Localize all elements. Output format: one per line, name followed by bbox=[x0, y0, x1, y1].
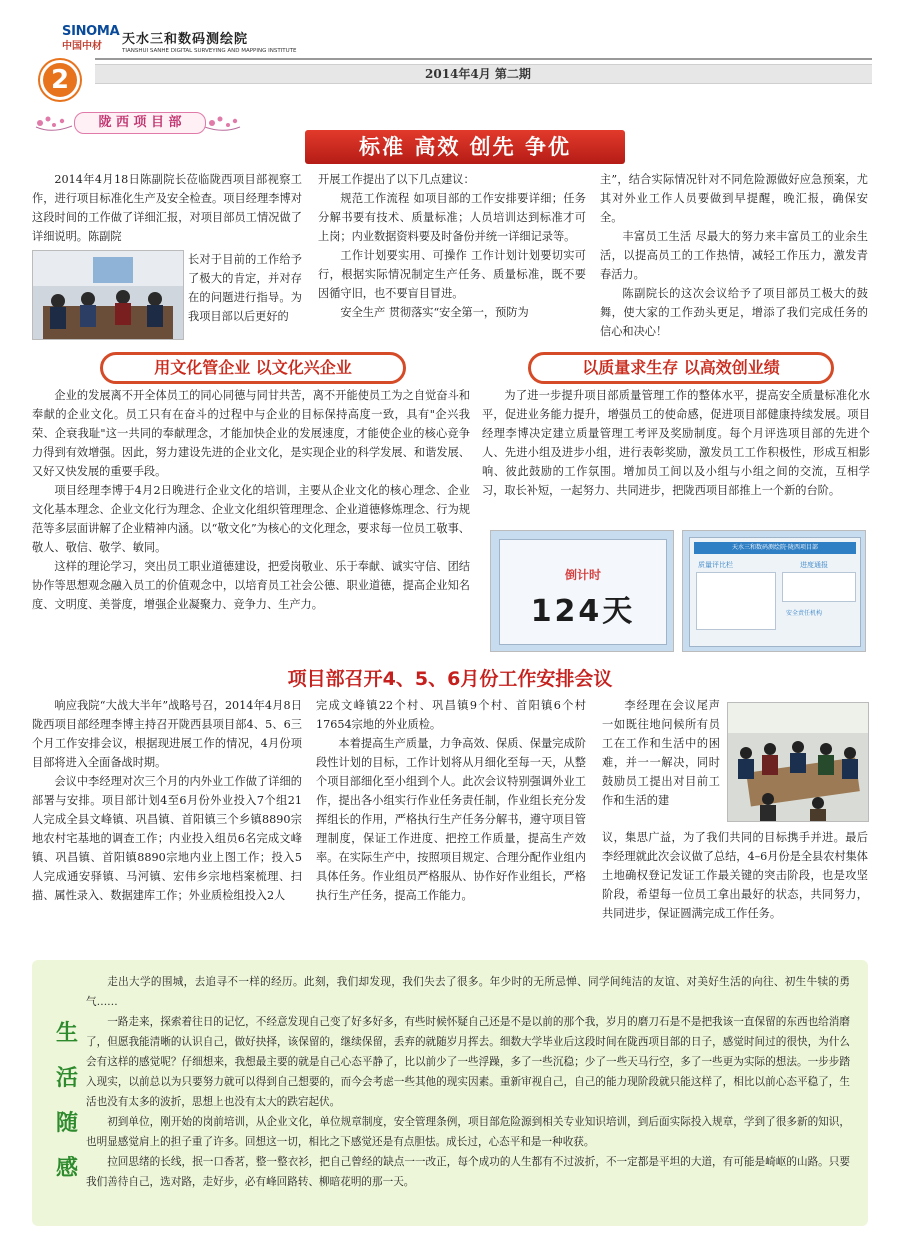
article1-col2-p4: 安全生产 贯彻落实“安全第一，预防为 bbox=[340, 306, 529, 319]
article4-col3-b: 议，集思广益，为了我们共同的目标携手并进。最后李经理就此次会议做了总结，4–6月份是全县农村集体土地确权登记发证工作最关键的突击阶段，也是攻坚阶段，希望每一位员工拿出最好的状态，共同努力，共同进步，保证圆满完成工作任务。 bbox=[602, 831, 868, 920]
article4-col1-p2: 会议中李经理对次三个月的内外业工作做了详细的部署与安排。项目部计划4至6月份外业投入7个组21人完成全县文峰镇、巩昌镇、首阳镇三个乡镇8890宗地农村宅基地的调查工作；内业投入组员6名完成文峰镇、巩昌镇、首阳镇8890宗地内业上图工作；投入5人完成通安驿镇、马河镇、宏伟乡宗地档案梳理、扫描、属性录入、数据建库工作；外业质检组投入2人 bbox=[32, 775, 302, 902]
essay-side-title bbox=[56, 1016, 86, 1182]
notice-board-title: 天水三和数码测绘院·陇西项目部 bbox=[694, 542, 856, 554]
article4-col2-p1: 完成文峰镇22个村、巩昌镇9个村、首阳镇6个村17654宗地的外业质检。 bbox=[316, 699, 586, 731]
logo-cn-text: 中国中材 bbox=[62, 41, 102, 52]
article3-title bbox=[528, 352, 834, 384]
essay-side-char: 随 bbox=[56, 1111, 79, 1136]
article2-p3: 这样的理论学习，突出员工职业道德建设，把爱岗敬业、乐于奉献、诚实守信、团结协作等思想观念融入员工的价值观念中，以培育员工社会公德、职业道德，提高企业知名度、文明度、美誉度，增强企业凝聚力、竞争力、生产力。 bbox=[32, 560, 470, 611]
essay-p3: 初到单位，刚开始的岗前培训，从企业文化，单位规章制度，安全管理条例，项目部危险源到相关专业知识培训，到后面实际投入规章，学到了很多新的知识，也明显感觉肩上的担子重了许多。回想这一切，相比之下感觉还是有点胆怯。成长过，心态平和是一种收获。 bbox=[86, 1116, 850, 1148]
notice-board-sub2: 进度通报 bbox=[800, 561, 828, 569]
article1-col2-p2: 规范工作流程 如项目部的工作安排要详细；任务分解书要有技术、质量标准；人员培训达到标准才可上岗；内业数据资料要及时备份并统一详细记录等。 bbox=[318, 192, 586, 243]
issue-band bbox=[95, 64, 872, 84]
article1-col2-p1: 开展工作提出了以下几点建议： bbox=[318, 173, 475, 186]
countdown-board bbox=[499, 539, 667, 645]
article4-title: 项目部召开4、5、6月份工作安排会议 bbox=[287, 668, 613, 690]
photo-countdown-board bbox=[490, 530, 674, 652]
article2-title bbox=[100, 352, 406, 384]
logo-sinoma-text: SINOMA bbox=[62, 24, 120, 39]
article2-title-text: 用文化管企业 以文化兴企业 bbox=[154, 358, 352, 377]
essay-box bbox=[32, 960, 868, 1226]
article1-col1-para: 2014年4月18日陈副院长莅临陇西项目部视察工作，进行项目标准化生产及安全检查。项目经理李博对这段时间的工作做了详细汇报，对项目部员工情况做了详细说明。陈副院 bbox=[32, 173, 302, 243]
notice-board-sub1: 质量评比栏 bbox=[698, 561, 733, 569]
section-tag-label: 陇 西 项 目 部 bbox=[74, 112, 206, 134]
photo-inspection bbox=[32, 250, 184, 340]
article2-p1: 企业的发展离不开全体员工的同心同德与同甘共苦，离不开能使员工为之自觉奋斗和奉献的企业文化。员工只有在奋斗的过程中与企业的目标保持高度一致，具有"企兴我荣、企衰我耻"这一共同的奉献理念，才能加快企业的发展速度，才能使企业的核心竞争力得到有效增强。因此，努力建设先进的企业文化，是实现企业的科学发展、和谐发展、又好又快发展的重要手段。 bbox=[32, 389, 470, 478]
notice-board-panel-left bbox=[696, 572, 776, 630]
issue-label: 2014年4月 第二期 bbox=[425, 67, 531, 81]
article1-col2 bbox=[318, 170, 586, 322]
header-rule bbox=[95, 58, 872, 60]
article1-col3 bbox=[600, 170, 868, 341]
meeting-photo-image bbox=[728, 703, 868, 821]
org-name-en: TIANSHUI SANHE DIGITAL SURVEYING AND MAPPING INSTITUTE bbox=[122, 48, 297, 54]
article2-p2: 项目经理李博于4月2日晚进行企业文化的培训，主要从企业文化的核心理念、企业文化基本理念、企业文化行为理念、企业文化组织管理理念、企业道德修炼理念、行为规范等多层面讲解了企业精神内涵。以“敬文化”为核心的文化理念，要求每一位员工敬事、敬人、敬信、敬学、敏同。 bbox=[32, 484, 470, 554]
notice-board-panel-right bbox=[782, 572, 856, 602]
essay-side-char: 感 bbox=[56, 1156, 79, 1181]
countdown-label: 倒计时 bbox=[564, 568, 601, 582]
page-number: 2 bbox=[50, 65, 70, 95]
page-number-badge bbox=[40, 60, 80, 100]
org-name-cn: 天水三和数码测绘院 bbox=[122, 32, 249, 47]
article3-body bbox=[482, 386, 870, 500]
article1-col2-p3: 工作计划要实用、可操作 工作计划计划要切实可行，根据实际情况制定生产任务、质量标准，既不要因循守旧，也不要盲目冒进。 bbox=[318, 249, 586, 300]
article1-col3-p3: 陈副院长的这次会议给予了项目部员工极大的鼓舞，使大家的工作劲头更足，增添了我们完成任务的信心和决心！ bbox=[600, 287, 868, 338]
article1-col3-p1: 主”，结合实际情况针对不同危险源做好应急预案，尤其对外业工作人员要做到早提醒，晚汇报，确保安全。 bbox=[600, 173, 868, 224]
article4-col2-p2: 本着提高生产质量，力争高效、保质、保量完成阶段性计划的目标，工作计划将从月细化至每一天，从整个项目部细化至小组到个人。此次会议特别强调外业工作，提出各小组实行作业任务责任制，作业组长充分发挥组长的作用，严格执行生产任务分解书，遵守项目管理制度，保证工作进度、把控工作质量，提高生产效率。在实际生产中，按照项目规定、合理分配作业组内具体任务。作业组员严格服从、协作好作业组长，严格执行生产任务，提高工作能力。 bbox=[316, 737, 586, 902]
essay-body bbox=[86, 972, 850, 1192]
article4-col3-a: 李经理在会议尾声一如既往地问候所有员工在工作和生活中的困难，并一一解决，同时鼓励员工提出对目前工作和生活的建 bbox=[602, 699, 720, 807]
inspection-photo-image bbox=[33, 251, 183, 339]
notice-board-sub3: 安全责任机构 bbox=[786, 610, 823, 617]
article4-col3a bbox=[602, 696, 720, 810]
photo-notice-board bbox=[682, 530, 866, 652]
article1-col1 bbox=[32, 170, 302, 246]
countdown-number: 124天 bbox=[530, 594, 636, 629]
section-tag bbox=[32, 110, 242, 136]
photo-meeting bbox=[727, 702, 869, 822]
org-name bbox=[122, 28, 297, 54]
essay-side-char: 生 bbox=[56, 1021, 79, 1046]
article3-p1: 为了进一步提升项目部质量管理工作的整体水平，提高安全质量标准化水平，促进业务能力提升，增强员工的使命感，促进项目部健康持续发展。项目经理李博决定建立质量管理工考评及奖励制度。每个月评选项目部的先进个人、先进小组及进步小组，进行表彰奖励，激发员工工作积极性，形成互相影响、彼此鼓励的工作氛围。增加员工间以及小组与小组之间的交流，互相学习，取长补短，一起努力、共同进步，把陇西项目部推上一个新的台阶。 bbox=[482, 389, 870, 497]
essay-p4: 拉回思绪的长线，抿一口香茗，整一整衣衫，把自己曾经的缺点一一改正，每个成功的人生都有不过波折，不一定都是平坦的大道，有可能是崎岖的山路。只要我们善待自己，选对路，走好步，必有峰回路转、柳暗花明的那一天。 bbox=[86, 1156, 850, 1188]
article1-title: 标准 高效 创先 争优 bbox=[359, 135, 571, 159]
article4-col1-p1: 响应我院“大战大半年”战略号召，2014年4月8日陇西项目部经理李博主持召开陇西县项目部4、5、6三个月工作安排会议，根据现进展工作的情况，4月份项目部将进入全面备战时期。 bbox=[32, 699, 302, 769]
essay-side-char: 活 bbox=[56, 1066, 79, 1091]
article2-body bbox=[32, 386, 470, 614]
article1-title-bar bbox=[305, 130, 625, 164]
article4-col2 bbox=[316, 696, 586, 905]
article4-col1 bbox=[32, 696, 302, 905]
article1-col1b bbox=[188, 250, 302, 326]
publication-logo bbox=[62, 24, 122, 54]
article4-col3b bbox=[602, 828, 868, 923]
essay-p2: 一路走来，探索着往日的记忆，不经意发现自己变了好多好多，有些时候怀疑自己还是不是以前的那个我，岁月的磨刀石是不是把我该一直保留的东西也给消磨了，但愿我能清晰的认识自己，做好抉择，该保留的，继续保留，丢弃的就随岁月挥去。细数大学毕业后这段时间在陇西项目部的日子，感觉时间过的很快，为什么会有这样的感觉呢？仔细想来，我想最主要的就是自己心态平静了，比以前少了一些浮躁，多了一些沉稳；少了一些天马行空，多了一些更为实际的想法。一步步踏入现实，以前总以为只要努力就可以得到自己想要的，而今会考虑一些其他的现实因素。重新审视自己，自己的能力现阶段就只能这样了，相比以前心态平稳了，生活也没有太多的波折，思想上也没有太大的跌宕起伏。 bbox=[86, 1016, 850, 1108]
essay-p1: 走出大学的围城，去追寻不一样的经历。此刻，我们却发现，我们失去了很多。年少时的无所忌惮、同学间纯洁的友谊、对美好生活的向往、初生牛犊的勇气…… bbox=[86, 976, 850, 1008]
notice-board bbox=[689, 537, 861, 647]
article1-col1-cont: 长对于目前的工作给予了极大的肯定，并对存在的问题进行指导。为我项目部以后更好的 bbox=[188, 253, 302, 323]
article3-title-text: 以质量求生存 以高效创业绩 bbox=[582, 358, 780, 377]
article1-col3-p2: 丰富员工生活 尽最大的努力来丰富员工的业余生活，以提高员工的工作热情，减轻工作压力，激发青春活力。 bbox=[600, 230, 868, 281]
